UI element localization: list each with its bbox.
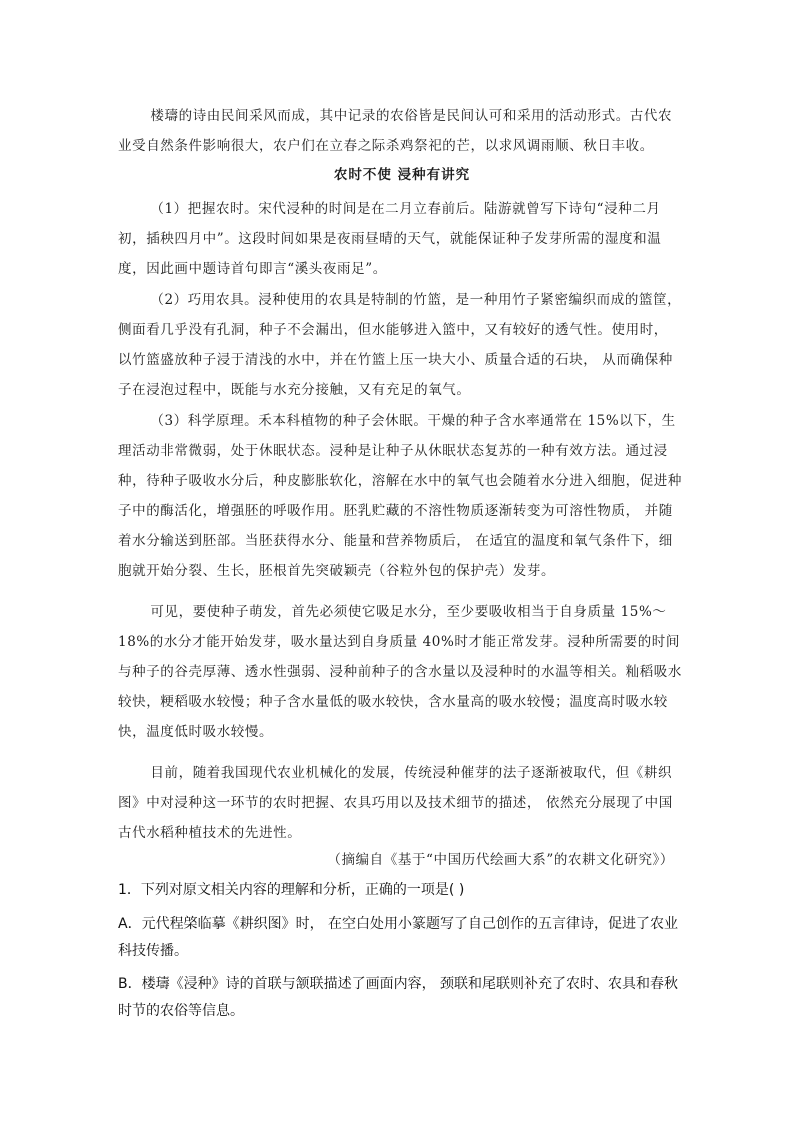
option-a bbox=[118, 911, 686, 965]
intro-text: 楼璹的诗由民间采风而成，其中记录的农俗皆是民间认可和采用的活动形式。古代农业受自然条件影响很大，农户们在立春之际杀鸡祭祀的芒，以求风调雨顺、秋日丰收。 bbox=[118, 108, 673, 154]
option-b-text: B．楼璹《浸种》诗的首联与颔联描述了画面内容， 颈联和尾联则补充了农时、农具和春秋时节的农俗等信息。 bbox=[118, 976, 679, 1019]
paragraph-5 bbox=[118, 758, 686, 848]
paragraph-5-text: 目前，随着我国现代农业机械化的发展，传统浸种催芽的法子逐渐被取代，但《耕织图》中对浸种这一环节的农时把握、农具巧用以及技术细节的描述， 依然充分展现了中国古代水稻种植技术的先进性。 bbox=[118, 765, 673, 841]
question-1-text: 1．下列对原文相关内容的理解和分析，正确的一项是( ) bbox=[118, 882, 465, 898]
paragraph-3 bbox=[118, 406, 686, 586]
paragraph-4 bbox=[118, 597, 686, 747]
question-1-stem bbox=[118, 877, 686, 904]
paragraph-1-text: （1）把握农时。宋代浸种的时间是在二月立春前后。陆游就曾写下诗句“浸种二月初，插秧四月中”。这段时间如果是夜雨昼晴的天气，就能保证种子发芽所需的湿度和温度，因此画中题诗首句即言“溪头夜雨足”。 bbox=[118, 201, 662, 277]
source-citation: （摘编自《基于“中国历代绘画大系”的农耕文化研究》） bbox=[327, 852, 674, 868]
paragraph-4-text: 可见，要使种子萌发，首先必须使它吸足水分，至少要吸收相当于自身质量 15%～18%的水分才能开始发芽，吸水量达到自身质量 40%时才能正常发芽。浸种所需要的时间与种子的谷壳厚薄、透水性强弱、浸种前种子的含水量以及浸种时的水温等相关。籼稻吸水较快，粳稻吸水较慢；种子含水量低的吸水较快，含水量高的吸水较慢；温度高时吸水较快，温度低时吸水较慢。 bbox=[118, 604, 682, 740]
section-title: 农时不使 浸种有讲究 bbox=[333, 167, 471, 183]
paragraph-3-text: （3）科学原理。禾本科植物的种子会休眠。干燥的种子含水率通常在 15%以下，生理活动非常微弱，处于休眠状态。浸种是让种子从休眠状态复苏的一种有效方法。通过浸种，待种子吸收水分后，种皮膨胀软化，溶解在水中的氧气也会随着水分进入细胞，促进种子中的酶活化，增强胚的呼吸作用。胚乳贮藏的不溶性物质逐渐转变为可溶性物质， 并随着水分输送到胚部。当胚获得水分、能量和营养物质后， 在适宜的温度和氧气条件下，细胞就开始分裂、生长，胚根首先突破颖壳（谷粒外包的保护壳）发芽。 bbox=[118, 413, 682, 579]
intro-paragraph bbox=[118, 101, 686, 161]
paragraph-1 bbox=[118, 194, 686, 284]
paragraph-2-text: （2）巧用农具。浸种使用的农具是特制的竹篮，是一种用竹子紧密编织而成的篮筐，侧面看几乎没有孔洞，种子不会漏出，但水能够进入篮中，又有较好的透气性。使用时， 以竹篮盛放种子浸于清浅的水中，并在竹篮上压一块大小、质量合适的石块， 从而确保种子在浸泡过程中，既能与水充分接触，又有充足的氧气。 bbox=[118, 292, 682, 398]
option-a-text: A．元代程棨临摹《耕织图》时， 在空白处用小篆题写了自己创作的五言律诗，促进了农业科技传播。 bbox=[118, 916, 679, 959]
option-b bbox=[118, 971, 686, 1025]
paragraph-2 bbox=[118, 285, 686, 405]
